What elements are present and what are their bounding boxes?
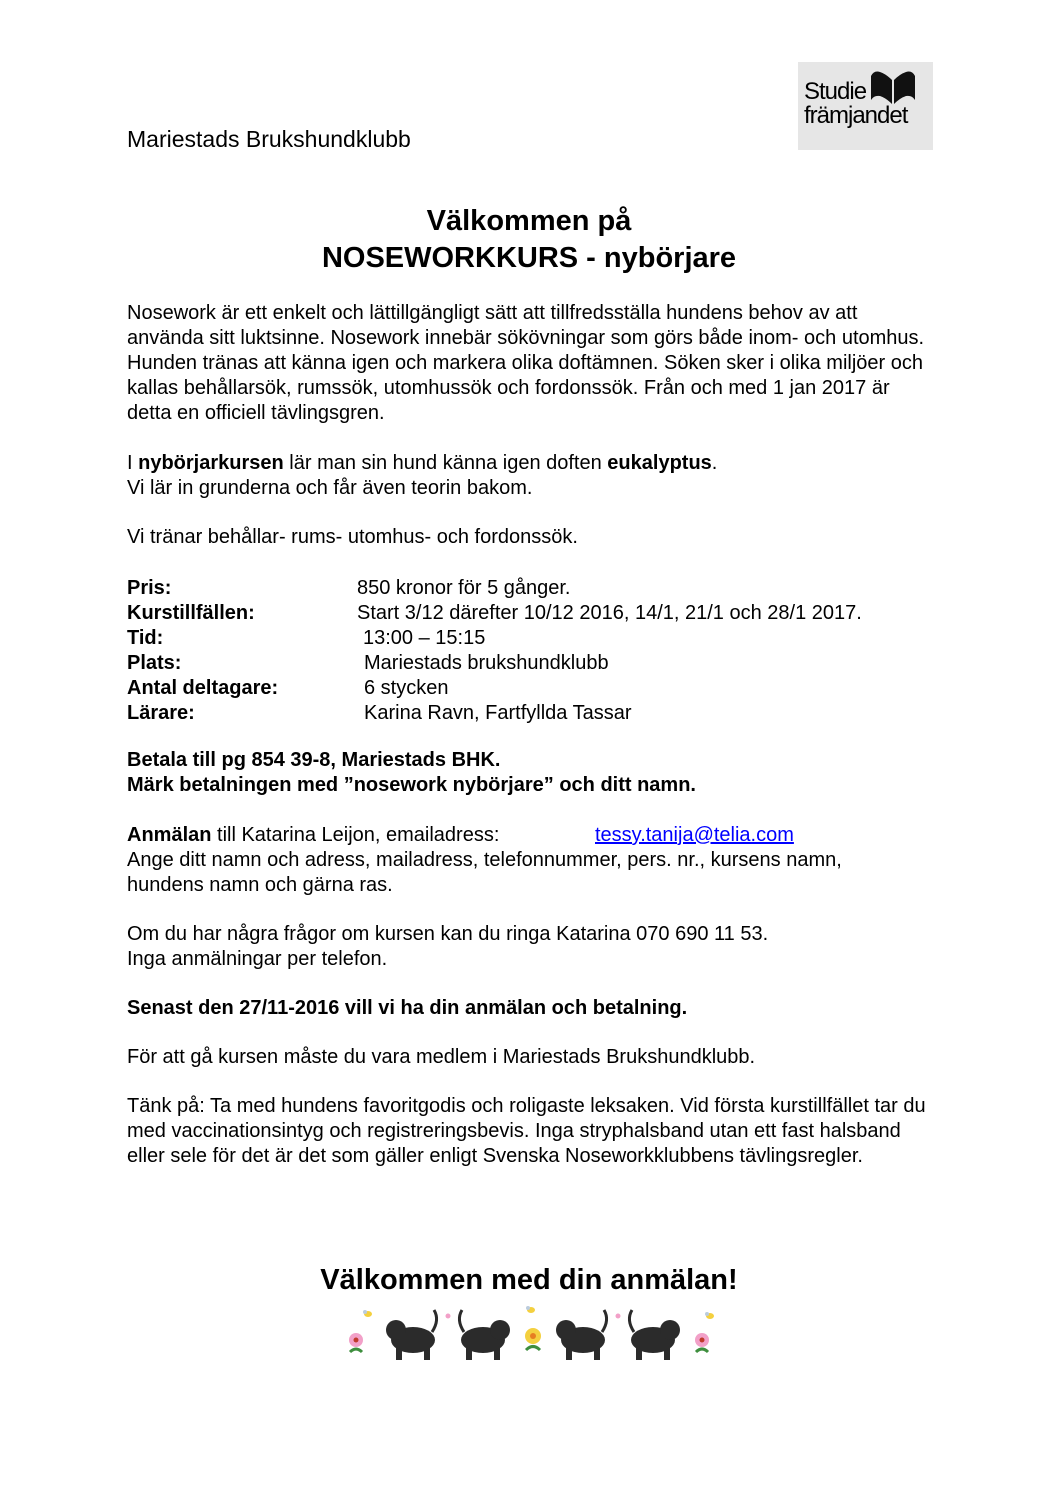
logo-text-line1: Studie [804,78,867,105]
detail-label: Plats: [127,652,182,674]
detail-value: Mariestads brukshundklubb [364,652,609,674]
dog-icon [386,1310,437,1360]
email-link[interactable]: tessy.tanija@telia.com [595,824,794,846]
questions-line2: Inga anmälningar per telefon. [127,948,388,970]
deadline-paragraph: Senast den 27/11-2016 vill vi ha din anmälan och betalning. [127,997,688,1019]
bee-icon [363,1310,372,1317]
heart-icon [446,1314,451,1319]
studiefrämjandet-logo [798,62,933,150]
registration-paragraph [127,823,927,898]
dog-icon [459,1310,510,1360]
payment-line2: Märk betalningen med ”nosework nybörjare” och ditt namn. [127,774,696,796]
payment-line1: Betala till pg 854 39-8, Mariestads BHK. [127,749,501,771]
dogs-and-flowers-border [338,1302,720,1366]
course-text: lär man sin hund känna igen doften [283,452,608,474]
course-line2: Vi lär in grunderna och får även teorin bakom. [127,477,533,499]
detail-label: Pris: [127,577,172,599]
dog-icon [629,1310,680,1360]
course-text: . [711,452,718,474]
course-text: I [127,452,139,474]
detail-label: Lärare: [127,702,195,724]
open-book-icon [868,70,918,106]
detail-value: Karina Ravn, Fartfyllda Tassar [364,702,632,724]
flower-icon [695,1333,709,1352]
payment-paragraph [127,748,927,798]
course-bold-scent: eukalyptus [607,452,712,474]
registration-bold: Anmälan [127,824,212,846]
logo-text-line2: främjandet [804,102,908,129]
detail-value: 850 kronor för 5 gånger. [357,577,571,599]
course-bold-beginner: nybörjarkursen [138,452,284,474]
registration-line3: hundens namn och gärna ras. [127,874,393,896]
questions-line1: Om du har några frågor om kursen kan du ringa Katarina 070 690 11 53. [127,923,769,945]
heart-icon [616,1314,621,1319]
course-paragraph [127,451,927,501]
title-line1: Välkommen på [426,205,632,237]
remember-paragraph: Tänk på: Ta med hundens favoritgodis och roligaste leksaken. Vid första kurstillfället tar du med vaccinationsintyg och registreringsbevis. Inga stryphalsband utan ett fast halsband eller sele för det är det som gäller enligt Svenska Noseworkklubbens tävlingsregler. [127,1095,926,1167]
club-name: Mariestads Brukshundklubb [127,126,411,152]
questions-paragraph [127,922,927,972]
bee-icon [705,1312,714,1319]
registration-line2: Ange ditt namn och adress, mailadress, telefonnummer, pers. nr., kursens namn, [127,849,842,871]
intro-paragraph: Nosework är ett enkelt och lättillgängligt sätt att tillfredsställa hundens behov av att använda sitt luktsinne. Nosework innebär sökövningar som görs både inom- och utomhus. Hunden tränas att känna igen och markera olika doftämnen. Söken sker i olika miljöer och kallas behållarsök, rumssök, utomhussök och fordonssök. Från och med 1 jan 2017 är detta en officiell tävlingsgren. [127,302,925,424]
dog-icon [556,1310,607,1360]
title-line2: NOSEWORKKURS - nybörjare [321,242,737,274]
flower-icon [349,1333,363,1352]
detail-value: Start 3/12 därefter 10/12 2016, 14/1, 21/1 och 28/1 2017. [357,602,862,624]
registration-text: till Katarina Leijon, emailadress: [211,824,500,846]
detail-label: Tid: [127,627,164,649]
closing-heading: Välkommen med din anmälan! [320,1264,738,1296]
training-paragraph: Vi tränar behållar- rums- utomhus- och fordonssök. [127,526,578,548]
detail-value: 13:00 – 15:15 [363,627,486,649]
detail-label: Antal deltagare: [127,677,279,699]
detail-label: Kurstillfällen: [127,602,255,624]
detail-value: 6 stycken [364,677,449,699]
flower-icon [525,1328,541,1350]
bee-icon [526,1306,535,1313]
membership-paragraph: För att gå kursen måste du vara medlem i Mariestads Brukshundklubb. [127,1046,756,1068]
